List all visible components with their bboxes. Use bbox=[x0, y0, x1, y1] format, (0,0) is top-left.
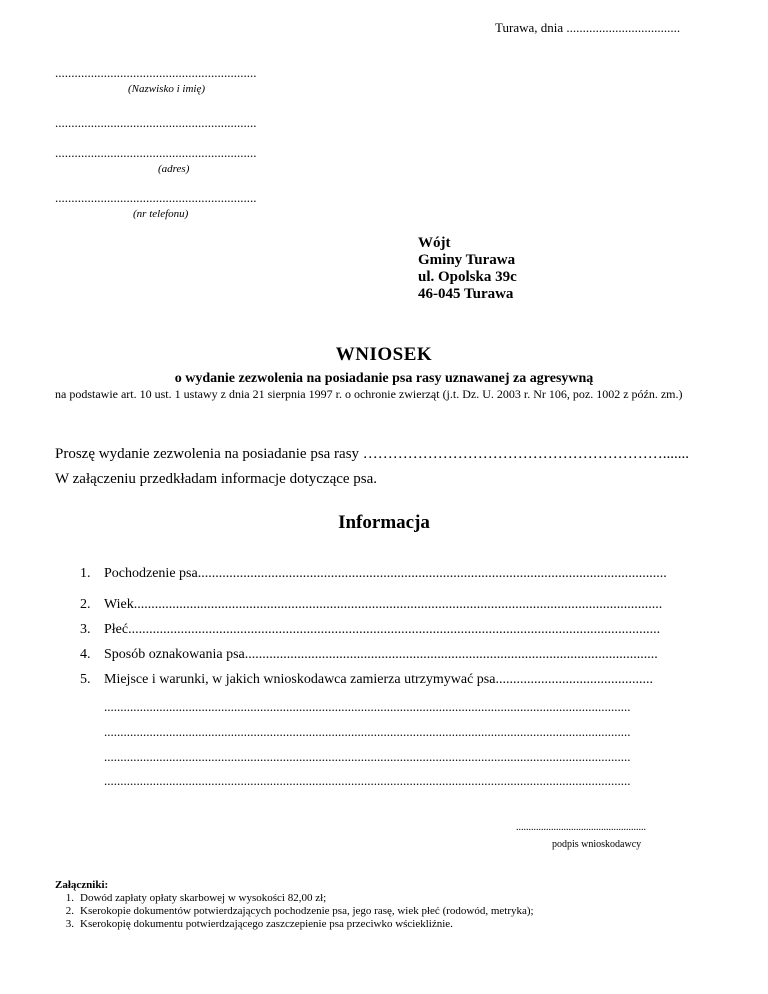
recipient-line-3: ul. Opolska 39c bbox=[418, 269, 517, 285]
attachment-text: Kserokopie dokumentów potwierdzających pochodzenie psa, jego rasę, wiek płeć (rodowód, metryka); bbox=[80, 905, 534, 917]
attachments-heading: Załączniki: bbox=[55, 879, 109, 891]
recipient-address bbox=[418, 235, 517, 303]
attachment-text: Kserokopię dokumentu potwierdzającego zaszczepienie psa przeciwko wściekliźnie. bbox=[80, 918, 453, 930]
attachment-item bbox=[40, 918, 453, 931]
info-item-number: 1. bbox=[80, 566, 91, 581]
info-heading: Informacja bbox=[338, 512, 430, 533]
attachment-number: 3. bbox=[65, 918, 74, 930]
address-line-1[interactable]: .............................................................. bbox=[55, 115, 257, 130]
attachment-number: 2. bbox=[65, 905, 74, 917]
legal-basis: na podstawie art. 10 ust. 1 ustawy z dnia 21 sierpnia 1997 r. o ochronie zwierząt (j.t. Dz. U. 2003 r. Nr 106, poz. 1002 z późn. zm.) bbox=[55, 387, 683, 401]
address-caption: (adres) bbox=[158, 163, 190, 175]
info-item-number: 4. bbox=[80, 647, 91, 662]
dotted-answer-line[interactable]: .................................................................................................................................................................. bbox=[104, 724, 631, 739]
info-item-text: Miejsce i warunki, w jakich wnioskodawca zamierza utrzymywać psa............................................. bbox=[104, 672, 653, 687]
recipient-line-4: 46-045 Turawa bbox=[418, 286, 514, 302]
info-item-text: Pochodzenie psa...................................................................................................................................... bbox=[104, 566, 667, 581]
info-item-number: 5. bbox=[80, 672, 91, 687]
attachment-number: 1. bbox=[65, 892, 74, 904]
info-item[interactable] bbox=[80, 622, 710, 638]
dotted-answer-line[interactable]: .................................................................................................................................................................. bbox=[104, 699, 631, 714]
document-subtitle: o wydanie zezwolenia na posiadanie psa rasy uznawanej za agresywną bbox=[174, 371, 594, 386]
signature-line[interactable]: .................................................... bbox=[516, 822, 646, 833]
dotted-answer-line[interactable]: .................................................................................................................................................................. bbox=[104, 773, 631, 788]
info-item[interactable] bbox=[80, 566, 710, 582]
request-line[interactable]: Proszę wydanie zezwolenia na posiadanie psa rasy ……………………………………………………....... bbox=[55, 446, 690, 462]
info-item-text: Wiek....................................................................................................................................................... bbox=[104, 597, 663, 612]
info-item-number: 2. bbox=[80, 597, 91, 612]
attachment-item bbox=[40, 905, 534, 918]
signature-caption: podpis wnioskodawcy bbox=[552, 839, 642, 850]
attachment-statement: W załączeniu przedkładam informacje dotyczące psa. bbox=[55, 471, 378, 487]
info-item-text: Sposób oznakowania psa...................................................................................................................... bbox=[104, 647, 658, 662]
name-field-caption: (Nazwisko i imię) bbox=[128, 83, 205, 95]
info-item-text: Płeć........................................................................................................................................................ bbox=[104, 622, 661, 637]
place-date: Turawa, dnia ................................... bbox=[495, 20, 681, 35]
document-title: WNIOSEK bbox=[335, 344, 433, 365]
dotted-answer-line[interactable]: .................................................................................................................................................................. bbox=[104, 749, 631, 764]
info-item[interactable] bbox=[80, 597, 710, 613]
phone-field-line[interactable]: .............................................................. bbox=[55, 190, 257, 205]
attachment-text: Dowód zapłaty opłaty skarbowej w wysokości 82,00 zł; bbox=[80, 892, 327, 904]
recipient-line-1: Wójt bbox=[418, 235, 451, 251]
info-item-number: 3. bbox=[80, 622, 91, 637]
info-item[interactable] bbox=[80, 647, 710, 663]
phone-caption: (nr telefonu) bbox=[133, 208, 189, 220]
name-field-line[interactable]: .............................................................. bbox=[55, 65, 257, 80]
recipient-line-2: Gminy Turawa bbox=[418, 252, 516, 268]
address-line-2[interactable]: .............................................................. bbox=[55, 145, 257, 160]
info-item[interactable] bbox=[80, 672, 720, 688]
attachment-item bbox=[40, 892, 326, 905]
